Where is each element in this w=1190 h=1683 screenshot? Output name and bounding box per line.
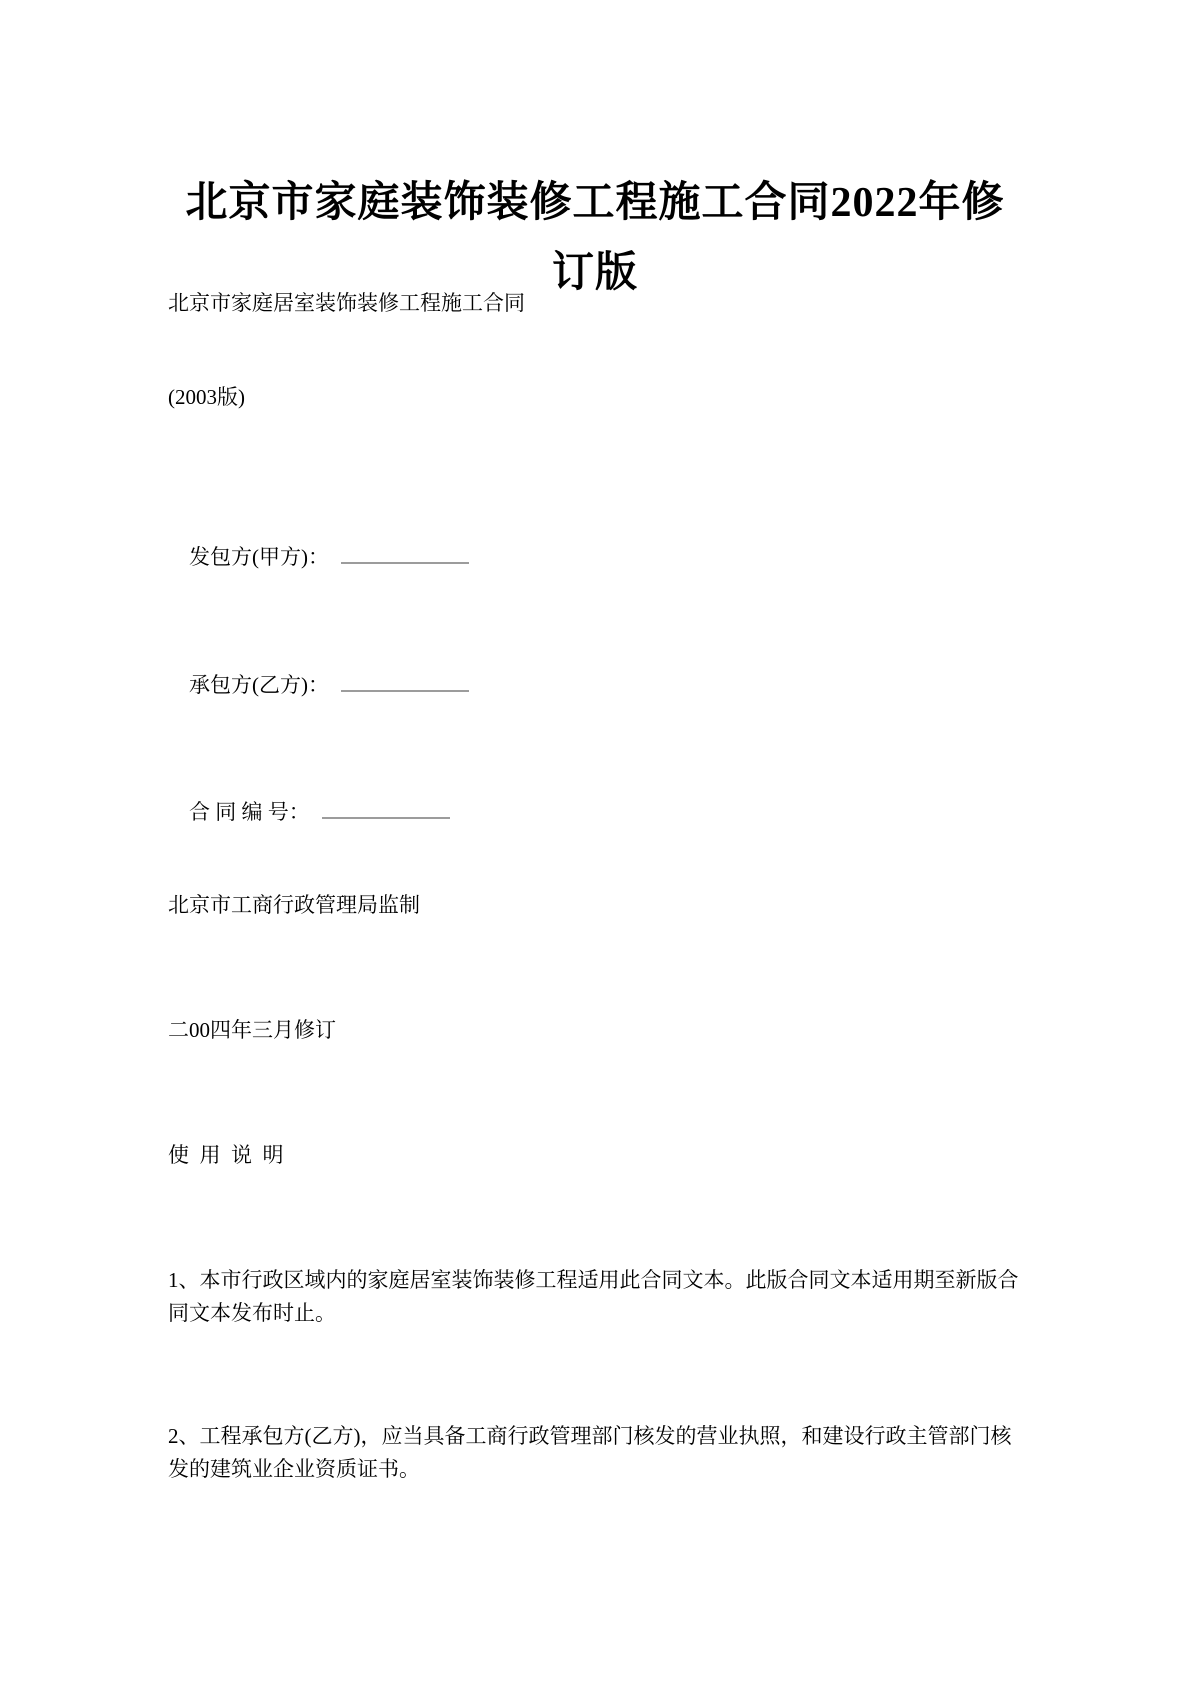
field-contract-no-label: 合 同 编 号： [189, 800, 310, 824]
usage-paragraph-2: 2、工程承包方(乙方)，应当具备工商行政管理部门核发的营业执照，和建设行政主管部门核发的建筑业企业资质证书。 [168, 1424, 1012, 1481]
field-party-b-blank-line [341, 669, 469, 692]
field-party-a [168, 508, 1022, 607]
field-party-b [168, 636, 1022, 735]
field-contract-no-blank-line [322, 796, 450, 819]
field-party-a-label: 发包方(甲方)： [189, 545, 329, 569]
field-party-a-blank-line [341, 541, 469, 564]
version-note: (2003版) [168, 385, 245, 409]
document-subtitle: 北京市家庭居室装饰装修工程施工合同 [168, 291, 525, 315]
usage-instructions-heading: 使 用 说 明 [168, 1143, 284, 1167]
issuer-line: 北京市工商行政管理局监制 [168, 893, 420, 917]
revision-date-line: 二00四年三月修订 [168, 1018, 336, 1042]
field-contract-no [168, 763, 1022, 862]
document-title: 北京市家庭装饰装修工程施工合同2022年修订版 [185, 180, 1005, 297]
usage-paragraph-1: 1、本市行政区域内的家庭居室装饰装修工程适用此合同文本。此版合同文本适用期至新版合同文本发布时止。 [168, 1268, 1019, 1325]
field-party-b-label: 承包方(乙方)： [189, 673, 329, 697]
